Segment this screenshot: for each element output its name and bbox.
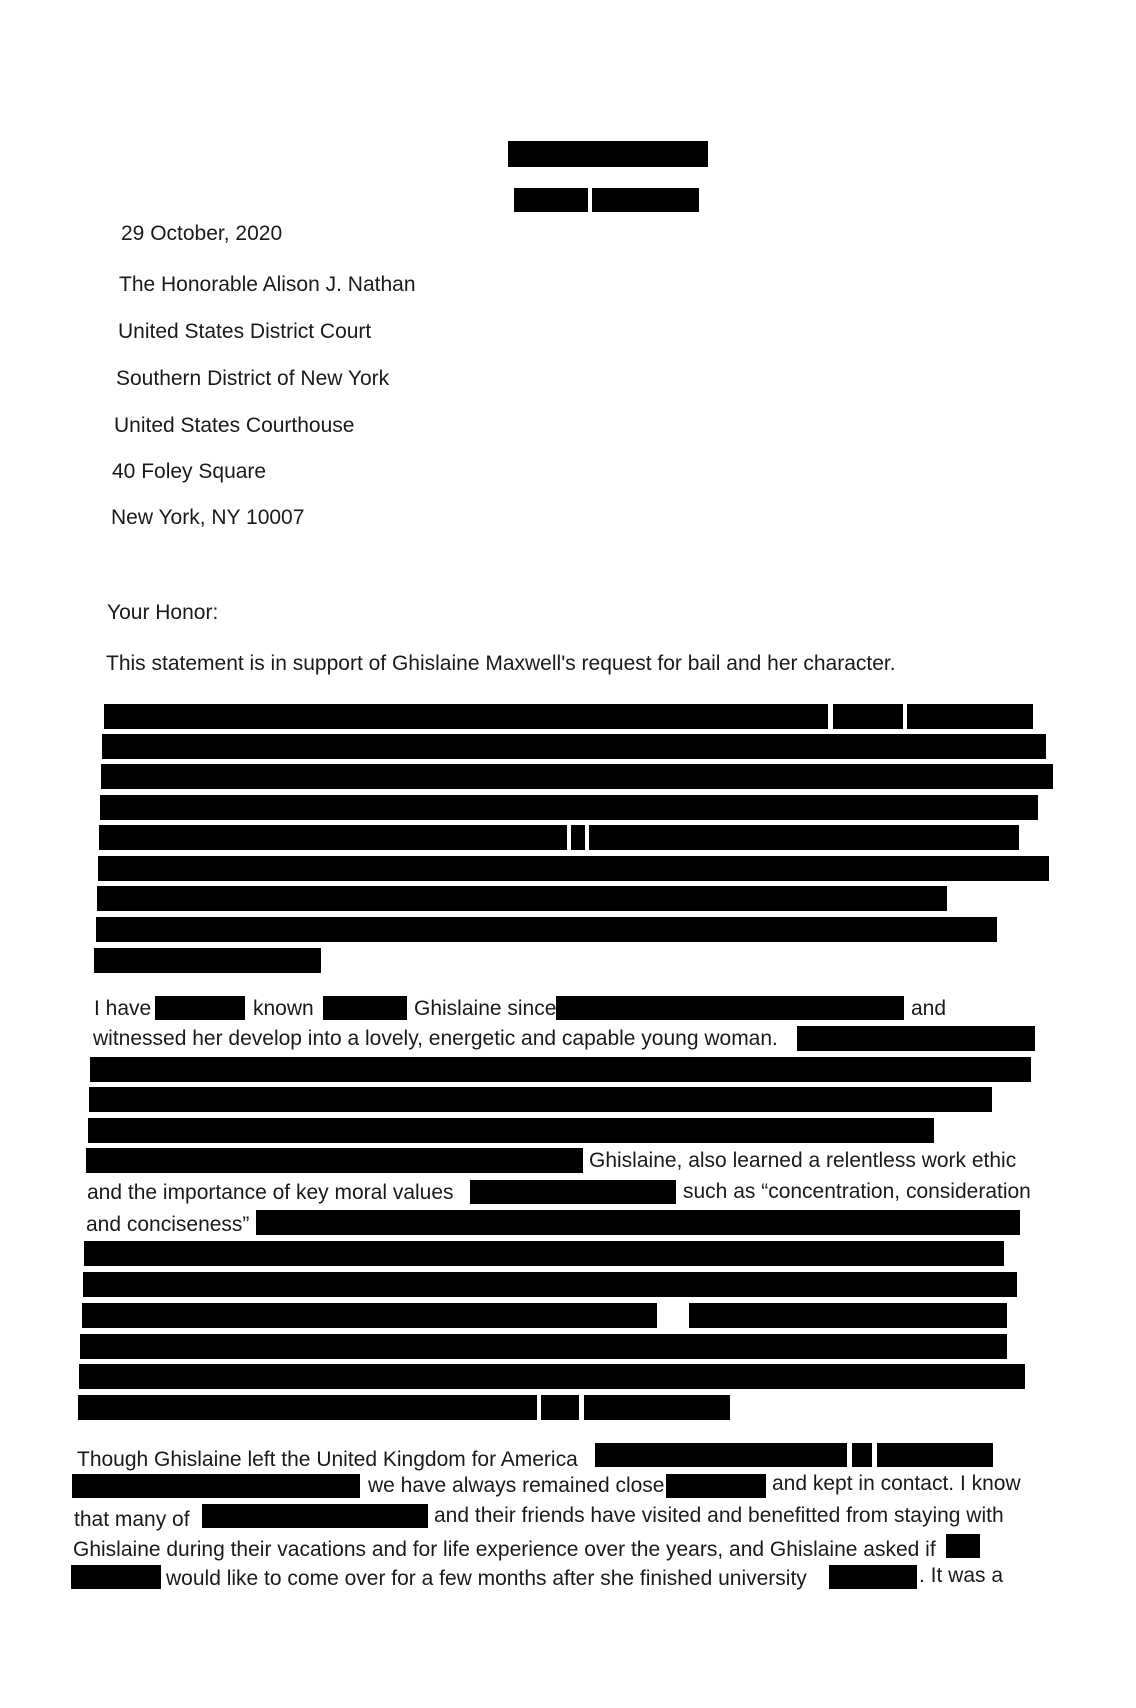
- redacted-line: [101, 764, 1053, 789]
- redacted-line: [90, 1057, 1031, 1082]
- para3-text: and kept in contact. I know: [772, 1472, 1021, 1495]
- redacted-line: [84, 1241, 1004, 1266]
- redacted-line: [689, 1303, 1007, 1328]
- redacted-word: [595, 1443, 847, 1467]
- redacted-line: [833, 704, 903, 729]
- para3-text: that many of: [74, 1508, 190, 1531]
- redacted-line: [541, 1395, 579, 1420]
- para2-text: Ghislaine since: [414, 997, 557, 1020]
- redacted-word: [323, 996, 407, 1020]
- redacted-sender-title-a: [514, 188, 588, 212]
- redacted-word: [71, 1565, 161, 1589]
- para3-text: Though Ghislaine left the United Kingdom for America: [77, 1448, 578, 1471]
- redacted-line: [256, 1210, 1020, 1235]
- salutation: Your Honor:: [107, 601, 219, 624]
- redacted-line: [584, 1395, 730, 1420]
- redacted-word: [877, 1443, 993, 1467]
- para3-text: would like to come over for a few months after she finished university: [166, 1567, 807, 1590]
- para2-text: Ghislaine, also learned a relentless work ethic: [589, 1149, 1017, 1172]
- redacted-line: [98, 856, 1049, 881]
- para2-text: and: [911, 997, 947, 1020]
- redacted-line: [97, 886, 947, 911]
- para2-text: such as “concentration, consideration: [683, 1180, 1031, 1203]
- redacted-sender-title-b: [592, 188, 699, 212]
- redacted-line: [89, 1087, 992, 1112]
- redacted-word: [155, 996, 245, 1020]
- redacted-line: [88, 1118, 934, 1143]
- redacted-line: [589, 825, 1019, 850]
- redacted-word: [556, 996, 904, 1020]
- para2-text: and the importance of key moral values: [87, 1181, 454, 1204]
- redacted-line: [100, 795, 1038, 820]
- redacted-word: [946, 1534, 980, 1558]
- redacted-word: [852, 1443, 872, 1467]
- redacted-word: [829, 1565, 917, 1589]
- letter-date: 29 October, 2020: [121, 222, 283, 245]
- redacted-word: [202, 1504, 428, 1528]
- address-line: 40 Foley Square: [112, 460, 267, 483]
- redacted-line: [82, 1303, 657, 1328]
- redacted-word: [666, 1474, 766, 1498]
- redacted-line: [797, 1026, 1035, 1051]
- redacted-line: [79, 1364, 1025, 1389]
- address-line: United States District Court: [118, 320, 372, 343]
- redacted-line: [80, 1334, 1007, 1359]
- address-line: New York, NY 10007: [111, 506, 305, 529]
- redacted-sender-name: [508, 141, 708, 167]
- redacted-line: [907, 704, 1033, 729]
- para3-text: we have always remained close: [368, 1474, 665, 1497]
- redacted-line: [571, 825, 585, 850]
- redacted-line: [94, 948, 321, 973]
- address-line: United States Courthouse: [114, 414, 355, 437]
- redacted-word: [470, 1180, 676, 1204]
- address-line: The Honorable Alison J. Nathan: [119, 273, 416, 296]
- redacted-line: [86, 1148, 583, 1173]
- para3-text: and their friends have visited and benefitted from staying with: [434, 1504, 1004, 1527]
- redacted-line: [102, 734, 1046, 759]
- para3-text: . It was a: [919, 1564, 1004, 1587]
- para2-text: and conciseness”: [86, 1213, 250, 1236]
- redacted-line: [99, 825, 567, 850]
- redacted-line: [96, 917, 997, 942]
- para2-text: witnessed her develop into a lovely, energetic and capable young woman.: [93, 1027, 778, 1050]
- intro-sentence: This statement is in support of Ghislaine Maxwell's request for bail and her character.: [106, 652, 896, 675]
- para2-text: I have: [94, 997, 152, 1020]
- para3-text: Ghislaine during their vacations and for life experience over the years, and Ghislaine asked if: [73, 1538, 936, 1561]
- redacted-word: [72, 1474, 360, 1498]
- redacted-line: [78, 1395, 537, 1420]
- address-line: Southern District of New York: [116, 367, 390, 390]
- para2-text: known: [253, 997, 314, 1020]
- redacted-line: [83, 1272, 1017, 1297]
- redacted-line: [104, 704, 828, 729]
